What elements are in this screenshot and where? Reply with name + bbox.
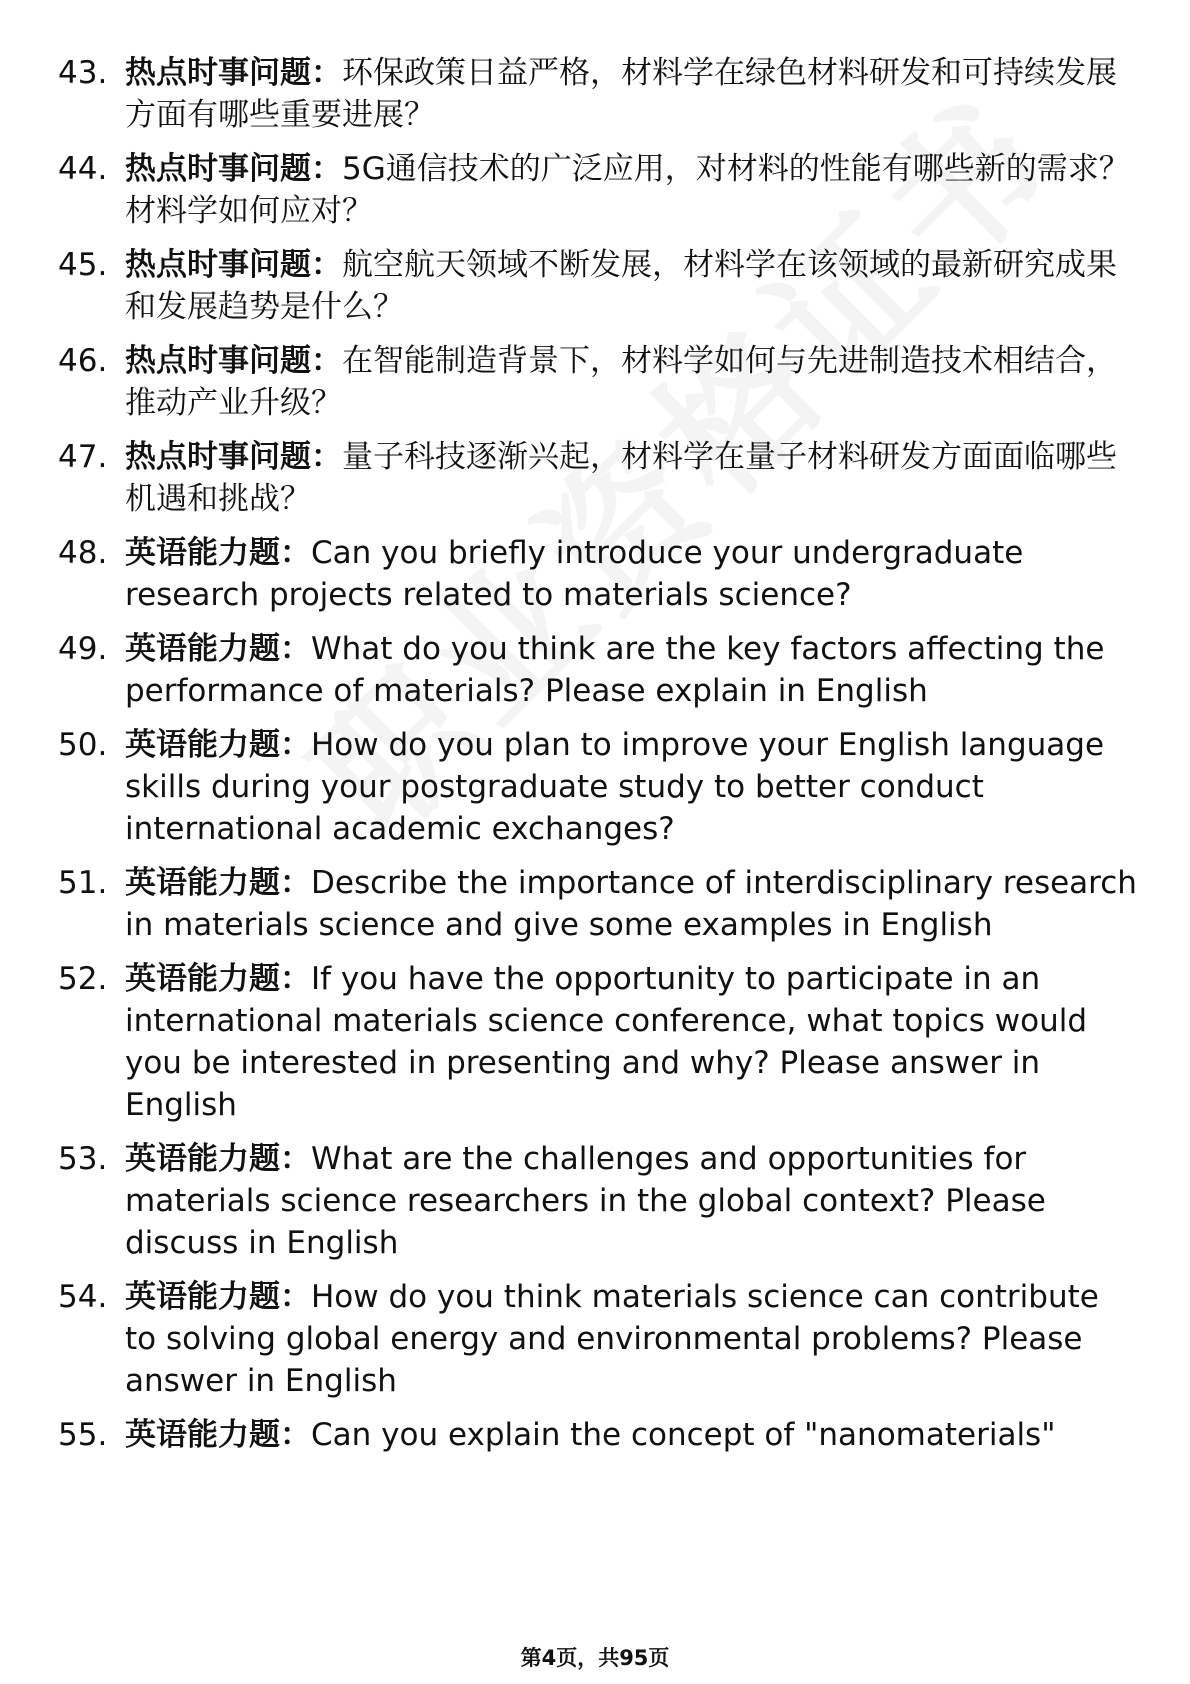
question-number: 43.	[58, 55, 108, 91]
question-body	[125, 724, 1138, 850]
question-item	[58, 436, 1138, 520]
question-body	[125, 1414, 1138, 1456]
question-category: 热点时事问题：	[125, 55, 342, 91]
question-number: 47.	[58, 439, 108, 475]
question-category: 英语能力题：	[125, 535, 311, 571]
question-text: 在智能制造背景下，材料学如何与先进制造技术相结合，推动产业升级？	[125, 343, 1117, 421]
question-text: 航空航天领域不断发展，材料学在该领域的最新研究成果和发展趋势是什么？	[125, 247, 1117, 325]
question-number: 45.	[58, 247, 108, 283]
question-category: 英语能力题：	[125, 1417, 311, 1453]
question-body	[125, 1138, 1138, 1264]
question-item	[58, 724, 1138, 850]
question-list	[58, 52, 1138, 1456]
question-body	[125, 958, 1138, 1126]
question-category: 英语能力题：	[125, 1279, 311, 1315]
question-number: 54.	[58, 1279, 108, 1315]
question-body	[125, 340, 1138, 424]
question-text: If you have the opportunity to participate in an international materials science conference, what topics would you be interested in presenting and why? Please answer in English	[125, 961, 1088, 1123]
question-item	[58, 148, 1138, 232]
question-number: 48.	[58, 535, 108, 571]
question-text: Can you briefly introduce your undergraduate research projects related to materials science?	[125, 535, 1024, 613]
question-text: 量子科技逐渐兴起，材料学在量子材料研发方面面临哪些机遇和挑战？	[125, 439, 1117, 517]
question-body	[125, 52, 1138, 136]
question-item	[58, 1414, 1138, 1456]
question-text: Describe the importance of interdisciplinary research in materials science and give some examples in English	[125, 865, 1137, 943]
question-item	[58, 340, 1138, 424]
question-category: 英语能力题：	[125, 865, 311, 901]
question-body	[125, 628, 1138, 712]
question-body	[125, 1276, 1138, 1402]
question-body	[125, 244, 1138, 328]
question-number: 51.	[58, 865, 108, 901]
question-number: 52.	[58, 961, 108, 997]
question-item	[58, 532, 1138, 616]
question-category: 英语能力题：	[125, 961, 311, 997]
question-text: What do you think are the key factors affecting the performance of materials? Please explain in English	[125, 631, 1105, 709]
question-category: 英语能力题：	[125, 727, 311, 763]
question-item	[58, 244, 1138, 328]
question-item	[58, 862, 1138, 946]
question-number: 49.	[58, 631, 108, 667]
question-item	[58, 52, 1138, 136]
question-number: 46.	[58, 343, 108, 379]
question-body	[125, 532, 1138, 616]
page-footer: 第4页，共95页	[520, 1646, 670, 1670]
question-body	[125, 862, 1138, 946]
question-category: 英语能力题：	[125, 631, 311, 667]
question-number: 53.	[58, 1141, 108, 1177]
question-text: How do you plan to improve your English language skills during your postgraduate study to better conduct international academic exchanges?	[125, 727, 1105, 847]
question-body	[125, 436, 1138, 520]
question-category: 热点时事问题：	[125, 151, 342, 187]
question-number: 44.	[58, 151, 108, 187]
question-text: 5G通信技术的广泛应用，对材料的性能有哪些新的需求？材料学如何应对？	[125, 151, 1130, 229]
question-category: 热点时事问题：	[125, 247, 342, 283]
question-body	[125, 148, 1138, 232]
question-number: 50.	[58, 727, 108, 763]
question-item	[58, 628, 1138, 712]
question-item	[58, 1276, 1138, 1402]
question-category: 热点时事问题：	[125, 439, 342, 475]
question-category: 热点时事问题：	[125, 343, 342, 379]
question-text: Can you explain the concept of "nanomaterials"	[311, 1417, 1056, 1453]
question-text: How do you think materials science can contribute to solving global energy and environmental problems? Please answer in English	[125, 1279, 1099, 1399]
question-item	[58, 958, 1138, 1126]
question-item	[58, 1138, 1138, 1264]
question-category: 英语能力题：	[125, 1141, 311, 1177]
question-text: 环保政策日益严格，材料学在绿色材料研发和可持续发展方面有哪些重要进展？	[125, 55, 1117, 133]
question-text: What are the challenges and opportunities for materials science researchers in the global context? Please discuss in English	[125, 1141, 1046, 1261]
question-number: 55.	[58, 1417, 108, 1453]
